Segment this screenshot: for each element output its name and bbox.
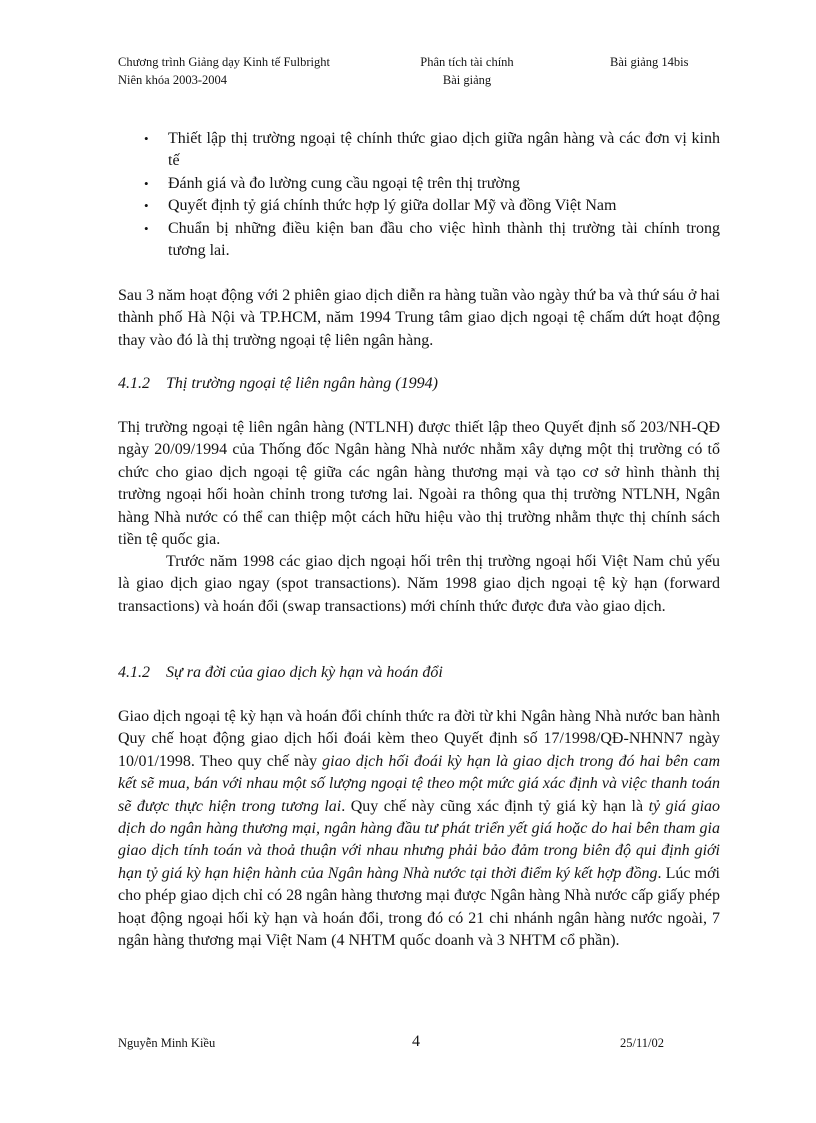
section-number: 4.1.2: [118, 664, 150, 681]
paragraph-center-closure: Sau 3 năm hoạt động với 2 phiên giao dịch diễn ra hàng tuần vào ngày thứ ba và thứ sáu ở hai thành phố Hà Nội và TP.HCM, năm 1994 Trung tâm giao dịch ngoại tệ chấm dứt hoạt động thay vào đó là thị trường ngoại tệ liên ngân hàng.: [118, 287, 720, 349]
section-heading-interbank: [118, 373, 720, 395]
header-program: Chương trình Giảng dạy Kinh tế Fulbright: [118, 55, 330, 69]
section-heading-forward-swap: [118, 662, 720, 684]
page-number: 4: [412, 1033, 420, 1050]
section-title: Sự ra đời của giao dịch kỳ hạn và hoán đổi: [166, 664, 443, 681]
header-course: Phân tích tài chính: [420, 55, 514, 69]
bullet-item: [118, 218, 720, 263]
header-right: [610, 53, 688, 71]
paragraph-forward-swap: [118, 706, 720, 952]
bullet-list-block: [118, 128, 720, 262]
bullet-item: [118, 128, 720, 173]
section-title: Thị trường ngoại tệ liên ngân hàng (1994): [166, 375, 438, 392]
header-lecture-number: Bài giảng 14bis: [610, 55, 689, 69]
bullet-icon: •: [144, 198, 149, 214]
header-left: [118, 53, 330, 89]
bullet-text: Đánh giá và đo lường cung cầu ngoại tệ trên thị trường: [168, 174, 520, 192]
paragraph-text: Giao dịch ngoại tệ kỳ hạn và hoán đổi chính thức ra đời từ khi Ngân hàng Nhà nước ban hành Quy chế hoạt động giao dịch hối đoái kèm theo Quyết định số 17/1998/QĐ-NHNN7 ngày 10/01/1998. Theo quy chế này: [118, 708, 720, 770]
bullet-icon: •: [144, 131, 149, 146]
footer-date: 25/11/02: [620, 1036, 664, 1050]
paragraph-interbank-market: Thị trường ngoại tệ liên ngân hàng (NTLNH) được thiết lập theo Quyết định số 203/NH-QĐ ngày 20/09/1994 của Thống đốc Ngân hàng Nhà nước nhằm xây dựng một thị trường có tổ chức cho giao dịch ngoại tệ giữa các ngân hàng thương mại và tạo cơ sở hình thành thị trường ngoại hối hoàn chỉnh trong tương lai. Ngoài ra thông qua thị trường NTLNH, Ngân hàng Nhà nước có thể can thiệp một cách hữu hiệu vào thị trường nhằm thực thị chính sách tiền tệ quốc gia.: [118, 419, 720, 549]
bullet-text: Quyết định tỷ giá chính thức hợp lý giữa dollar Mỹ và đồng Việt Nam: [168, 197, 617, 215]
forward-definition: giao dịch hối đoái kỳ hạn là giao dịch trong đó hai bên cam kết sẽ mua, bán với nhau một số lượng ngoại tệ theo một mức giá xác định và việc thanh toán sẽ được thực hiện trong tương lai: [118, 752, 720, 815]
paragraph-text: . Lúc mới cho phép giao dịch chỉ có 28 ngân hàng thương mại được Ngân hàng Nhà nước cấp giấy phép hoạt động ngoại hối kỳ hạn và hoán đổi, trong đó có 21 chi nhánh ngân hàng nước ngoài, 7 ngân hàng thương mại Việt Nam (4 NHTM quốc doanh và 3 NHTM cổ phần).: [118, 864, 720, 950]
paragraph-text: . Quy chế này cũng xác định tỷ giá kỳ hạn là: [341, 797, 649, 815]
bullet-list: [118, 128, 720, 262]
bullet-item: [118, 173, 720, 195]
paragraph-before-1998: Trước năm 1998 các giao dịch ngoại hối trên thị trường ngoại hối Việt Nam chủ yếu là giao dịch giao ngay (spot transactions). Năm 1998 giao dịch ngoại tệ kỳ hạn (forward transactions) và hoán đổi (swap transactions) mới chính thức được đưa vào giao dịch.: [118, 553, 720, 615]
header-school-year: Niên khóa 2003-2004: [118, 73, 228, 87]
bullet-text: Thiết lập thị trường ngoại tệ chính thức giao dịch giữa ngân hàng và các đơn vị kinh tế: [168, 130, 720, 170]
forward-rate-definition: tỷ giá giao dịch do ngân hàng thương mại, ngân hàng đầu tư phát triển yết giá hoặc do hai bên tham gia giao dịch tính toán và thoả thuận với nhau nhưng phải bảo đảm trong biên độ qui định giới hạn tỷ giá kỳ hạn hiện hành của Ngân hàng Nhà nước tại thời điểm ký kết hợp đồng: [118, 797, 721, 882]
bullet-text: Chuẩn bị những điều kiện ban đầu cho việc hình thành thị trường tài chính trong tương lai.: [168, 219, 720, 260]
footer-author: Nguyễn Minh Kiều: [118, 1036, 216, 1050]
section-number: 4.1.2: [118, 375, 150, 392]
bullet-item: [118, 195, 720, 217]
header-center: [407, 53, 527, 89]
bullet-icon: •: [144, 220, 149, 236]
bullet-icon: •: [144, 175, 149, 191]
header-lecture-type: Bài giảng: [442, 73, 492, 87]
